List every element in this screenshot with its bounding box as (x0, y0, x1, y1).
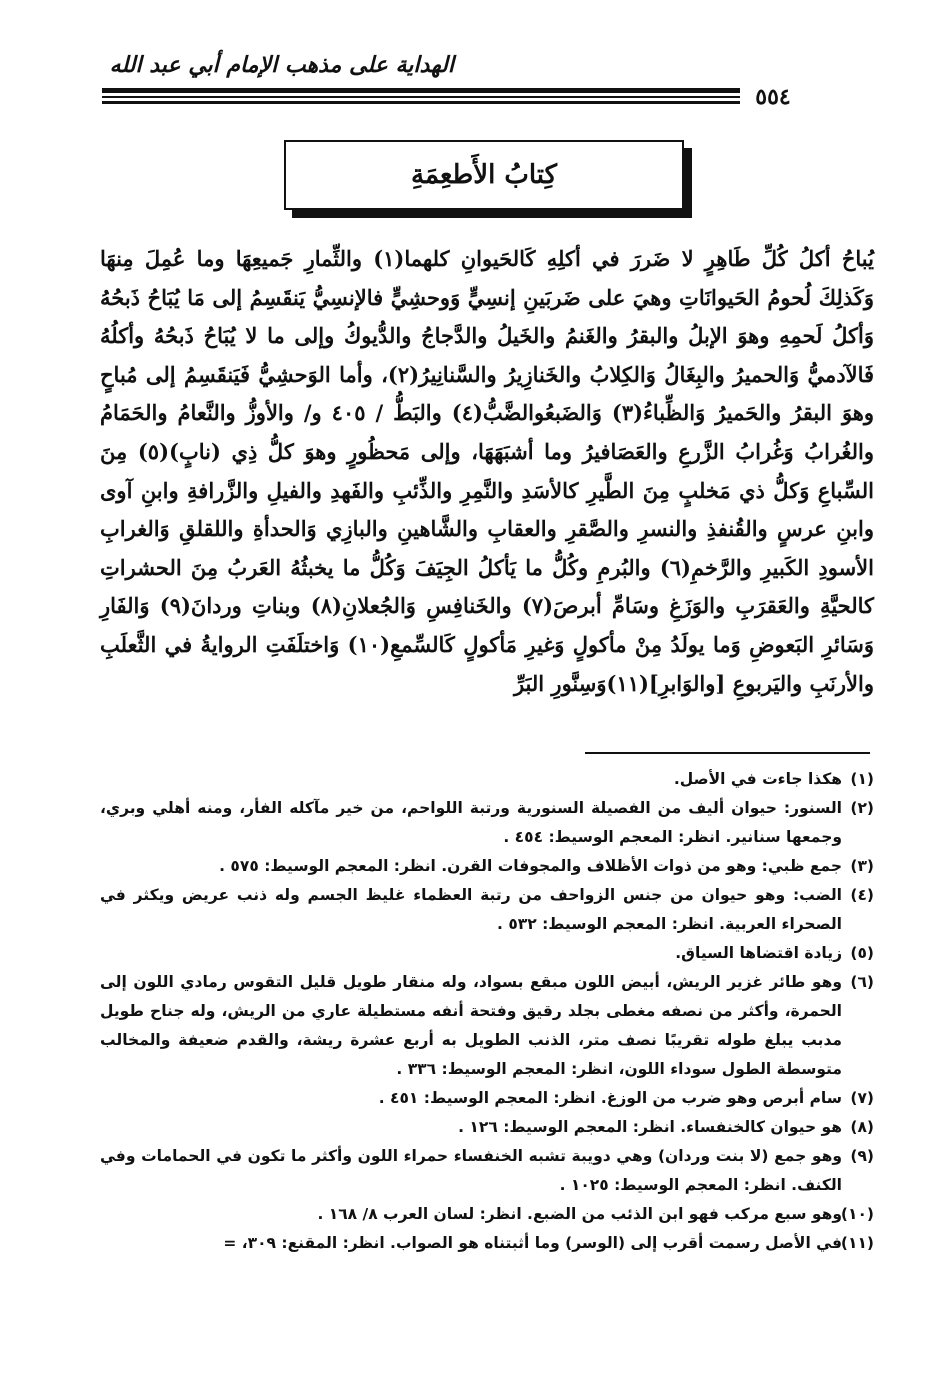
footnote-text: هو حيوان كالخنفساء. انظر: المعجم الوسيط: ١٢٦ . (458, 1118, 842, 1136)
footnote-item (100, 765, 874, 794)
footnote-item (100, 794, 874, 852)
footnote-text: الضب: وهو حيوان من جنس الزواحف من رتبة العظماء غليظ الجسم وله ذنب عريض ويكثر في الصحراء العربية. انظر: المعجم الوسيط: ٥٣٢ . (100, 886, 842, 933)
footnote-item (100, 1113, 874, 1142)
footnote-separator (585, 752, 870, 754)
chapter-title-box (284, 140, 684, 210)
footnote-item (100, 968, 874, 1084)
footnote-number: (٤) (850, 886, 874, 904)
footnote-number: (١) (850, 770, 874, 788)
running-header-title: الهداية على مذهب الإمام أبي عبد الله (109, 52, 454, 78)
footnote-item (100, 881, 874, 939)
footnote-item (100, 1229, 874, 1258)
header-rule (102, 96, 800, 98)
footnote-item (100, 1142, 874, 1200)
footnote-text: وهو طائر غزير الريش، أبيض اللون مبقع بسواد، وله منقار طويل قليل التقوس رمادي اللون إلى الحمرة، وأكثر من نصفه مغطى بجلد رقيق وفتحة أنفه مستطيلة عاري من الريش، وله جناح طويل مدبب يبلغ طوله تقريبًا نصف متر، الذنب الطويل به أربع عشرة ريشة، والقدم ضعيفة والمخالب متوسطة الطول سوداء اللون، انظر: المعجم الوسيط: ٣٣٦ . (100, 973, 842, 1078)
body-paragraph: يُباحُ أكلُ كُلِّ طَاهِرٍ لا ضَررَ في أكلِهِ كَالحَيوانِ كلهما(١) والثِّمارِ جَميعِهَا وما عُمِلَ مِنهَا وَكَذلِكَ لُحومُ الحَيوانَاتِ وهيَ على ضَربَينِ إنسِيٍّ وَوحشِيٍّ فالإنسِيُّ يَنقَسِمُ إلى مَا يُبَاحُ ذَبحُهُ وَأكلُ لَحمِهِ وهوَ الإبلُ والبقرُ والغَنمُ والخَيلُ والدَّجاجُ والدُّيوكُ وإلى ما لا يُبَاحُ ذَبحُهُ وأكلُهُ فَالآدميُّ وَالحميرُ والبِغَالُ وَالكِلابُ والخَنازِيرُ والسَّنانِيرُ(٢)، وأما الوَحشِيُّ فَيَنقَسِمُ إلى مُباحٍ وهوَ البقرُ والحَميرُ وَالظِّباءُ(٣) وَالضَبعُوالضَّبُّ(٤) والبَطُّ / ٤٠٥ و/ والأوزُّ والنَّعامُ والحَمَامُ والغُرابُ وَغُرابُ الزَّرعِ والعَصَافيرُ وما أشبَهَهَا، وإلى مَحظُورٍ وهوَ كلُّ ذِي (نابٍ)(٥) مِنَ السِّباعِ وَكلُّ ذي مَخلبٍ مِنَ الطَّيرِ كالأسَدِ والنَّمِرِ والذِّئبِ والفَهدِ والفيلِ والزَّرافةِ وابنِ آوى وابنِ عرسٍ والقُنفذِ والنسرِ والصَّقرِ والعقابِ والشَّاهينِ والبازِي وَالحدأةِ واللقلقِ وَالغرابِ الأسودِ الكَبيرِ والرَّخمِ(٦) والبُرمِ وكُلُّ ما يَأكلُ الجِيَفَ وَكُلُّ ما يخبثُهُ العَربُ مِنَ الحشراتِ كالحيَّةِ والعَقرَبِ والوَزَغِ وسَامِّ أبرصَ(٧) والخَنافِسِ وَالجُعلانِ(٨) وبناتِ وردانَ(٩) وَالفَارِ وَسَائرِ البَعوضِ وَما يولَدُ مِنْ مأكولٍ وَغيرِ مَأكولٍ كَالسِّمعِ(١٠) وَاختلَفَتِ الروايةُ في الثَّعلَبِ والأرنَبِ واليَربوعِ [والوَابرِ](١١)وَسِنَّورِ البَرِّ (100, 246, 875, 696)
footnote-number: (٧) (850, 1089, 874, 1107)
footnote-text: هكذا جاءت في الأصل. (673, 770, 842, 788)
footnote-text: جمع ظبي: وهو من ذوات الأظلاف والمجوفات القرن. انظر: المعجم الوسيط: ٥٧٥ . (219, 857, 842, 875)
footnotes-list (100, 765, 874, 1258)
footnote-number: (٨) (850, 1118, 874, 1136)
page-number: ٥٥٤ (740, 84, 806, 110)
footnote-text: سام أبرص وهو ضرب من الوزغ. انظر: المعجم الوسيط: ٤٥١ . (378, 1089, 842, 1107)
footnote-text: السنور: حيوان أليف من الفصيلة السنورية ورتبة اللواحم، من خير مآكله الفأر، ومنه أهلي وبري، وجمعها سنانير. انظر: المعجم الوسيط: ٤٥٤ . (100, 799, 842, 846)
footnote-text: في الأصل رسمت أقرب إلى (الوسر) وما أثبتناه هو الصواب. انظر: المقنع: ٣٠٩، = (223, 1234, 842, 1252)
footnote-number: (٣) (850, 857, 874, 875)
chapter-title: كِتابُ الأَطعِمَةِ (411, 160, 557, 190)
footnote-number: (٦) (850, 973, 874, 991)
footnote-text: وهو سبع مركب فهو ابن الذئب من الضبع. انظر: لسان العرب ٨/ ١٦٨ . (317, 1205, 842, 1223)
footnote-item (100, 1084, 874, 1113)
footnote-number: (١٠) (840, 1205, 874, 1223)
footnote-item (100, 939, 874, 968)
footnote-number: (٩) (850, 1147, 874, 1165)
footnote-text: زيادة اقتضاها السياق. (675, 944, 842, 962)
footnote-number: (١١) (840, 1234, 874, 1252)
footnote-number: (٢) (850, 799, 874, 817)
footnote-item (100, 1200, 874, 1229)
header-rule (102, 101, 800, 104)
footnote-number: (٥) (850, 944, 874, 962)
footnote-text: وهو جمع (لا بنت وردان) وهي دويبة تشبه الخنفساء حمراء اللون وأكثر ما تكون في الحمامات وفي الكنف. انظر: المعجم الوسيط: ١٠٢٥ . (100, 1147, 842, 1194)
footnote-item (100, 852, 874, 881)
header-rule (102, 88, 800, 93)
